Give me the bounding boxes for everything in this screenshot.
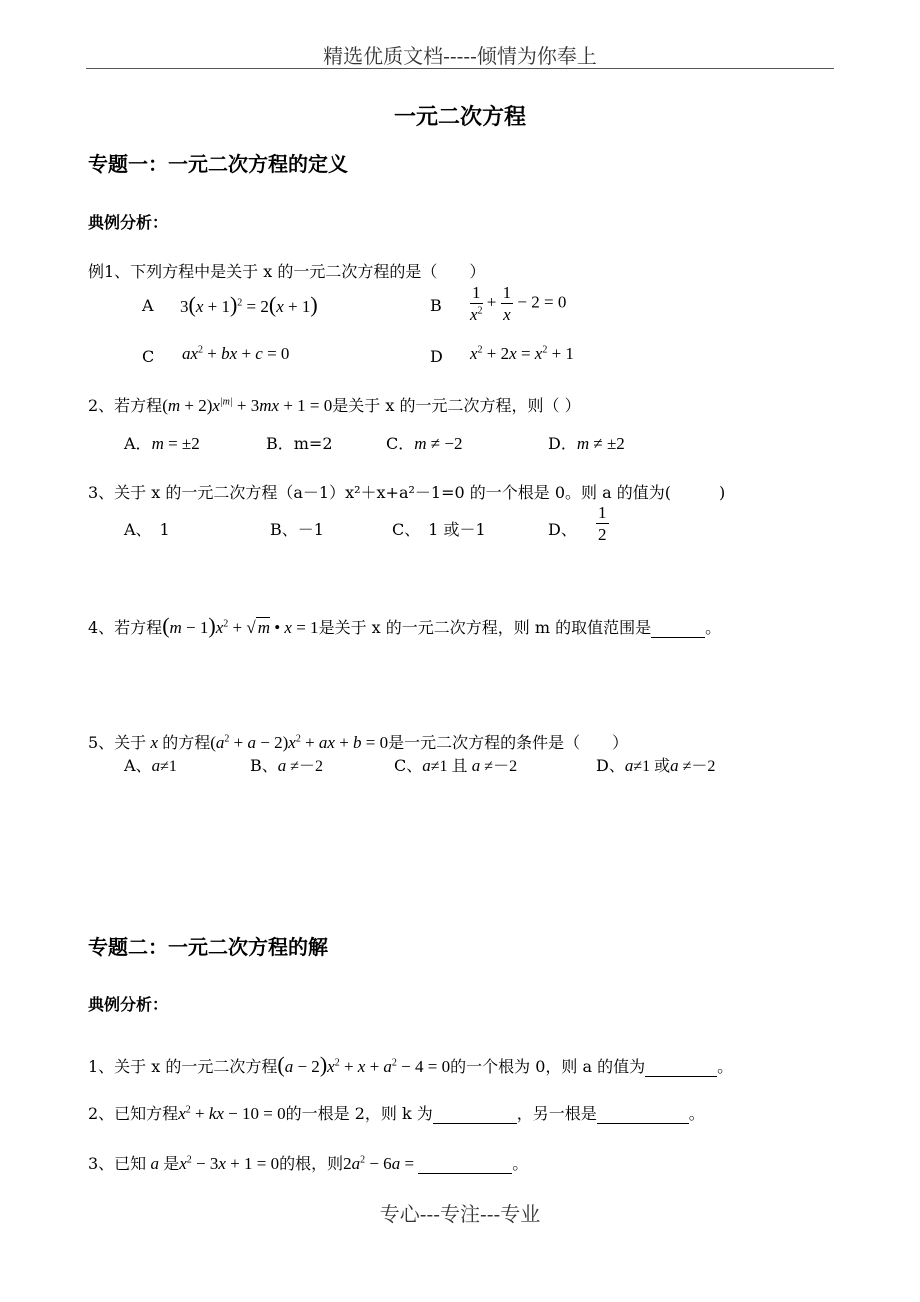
page-title: 一元二次方程 (393, 104, 526, 130)
s2-q2-blank-root[interactable] (597, 1104, 689, 1124)
s1-q4-line: 4、若方程$(m - 1)x^2$ + √ m • x = 1是关于 x 的一元二次方程，则 m 的取值范围是 。 (88, 613, 722, 638)
section2-heading: 专题二：一元二次方程的解 (88, 935, 328, 959)
s2-q1-formula: $(a - 2)x^2 + x + a^2 - 4 = 0$ (277, 1052, 451, 1077)
s1-q4-blank[interactable] (651, 618, 705, 638)
s1-q5-optB: B、a ≠－2 (250, 756, 324, 775)
s2-q1-line: 1、关于 x 的一元二次方程$(a - 2)x^2 + x + a^2 - 4 = 0$的一个根为 0，则 a 的值为 。 (88, 1052, 734, 1077)
s1-q1-optC-formula: $ax^2$ + bx + c = 0 (182, 344, 290, 363)
s1-q2-optB: B．m=2 (266, 434, 333, 453)
s1-q3-optD: D、 (548, 520, 577, 539)
s1-q1-optB-formula: $\frac{1}{x^2}$ + $\frac{1}{x}$ − 2 = 0 (470, 283, 567, 324)
s1-q2-optD: D．m ≠ ±2 (548, 434, 625, 453)
s1-q2-optC: C．m ≠ −2 (386, 434, 463, 453)
s1-q5-formula: $(a^2 + a - 2)x^2$ + ax + b = 0 (210, 733, 389, 752)
s2-q3-formula: $x^2 - 3x + 1 = 0$ (179, 1154, 280, 1173)
s2-q3-line: 3、已知 a 是$x^2 - 3x + 1 = 0$的根，则$2a^2 - 6a$ = 。 (88, 1154, 529, 1173)
s1-q1-optD-label: D (430, 347, 443, 366)
s1-q3-optD-fraction: $\frac{1}{2}$ (598, 503, 607, 544)
s1-q4-suffix: 是关于 x 的一元二次方程，则 m 的取值范围是 (318, 618, 652, 637)
s1-q1-optC-label: C (142, 347, 155, 366)
s1-q2-optA: A．m = ±2 (124, 434, 200, 453)
s2-q1-blank[interactable] (645, 1057, 717, 1077)
s1-q3-text: 3、关于 x 的一元二次方程（a－1）x²＋x+a²－1=0 的一个根是 0。则 a 的值为( ) (88, 483, 726, 502)
s1-q1-optA-label: A (142, 296, 154, 315)
s2-q3-blank[interactable] (418, 1154, 512, 1174)
section1-heading: 专题一：一元二次方程的定义 (88, 152, 348, 176)
s2-q2-blank-k[interactable] (433, 1104, 517, 1124)
s1-q3-optB: B、－1 (270, 520, 324, 539)
s2-q2-formula: $x^2$ + kx − 10 = 0 (178, 1104, 286, 1123)
s1-q4-prefix: 4、若方程 (88, 618, 163, 637)
s1-q2-line (88, 393, 581, 416)
page-header: 精选优质文档-----倾情为你奉上 (323, 44, 597, 68)
s1-q2-formula: $(m + 2)x^{|m|} + 3mx + 1 = 0$ (162, 396, 333, 415)
s1-q1-optA-formula: $3(x + 1)^2 = 2(x + 1)$ (180, 292, 318, 317)
s1-q5-optD: D、a≠1 或a ≠－2 (596, 756, 716, 775)
s1-q4-formula: $(m - 1)x^2$ + √ m • x = 1 (162, 613, 319, 638)
s1-q5-line: 5、关于 x 的方程$(a^2 + a - 2)x^2$ + ax + b = 0是一元二次方程的条件是（ ） (88, 733, 629, 752)
header-divider (86, 68, 834, 69)
section2-label: 典例分析： (88, 995, 169, 1014)
s1-q1-text: 例1、下列方程中是关于 x 的一元二次方程的是（ ） (88, 262, 486, 281)
s1-q5-optC: C、a≠1 且 a ≠－2 (394, 756, 518, 775)
s2-q2-line: 2、已知方程$x^2$ + kx − 10 = 0的一根是 2，则 k 为 ，另一根是 。 (88, 1104, 705, 1123)
s1-q5-optA: A、a≠1 (124, 756, 177, 775)
s1-q1-optB-label: B (430, 296, 442, 315)
s1-q2-prefix: 2、若方程 (88, 396, 163, 415)
s1-q2-suffix: 是关于 x 的一元二次方程，则（ ） (332, 396, 581, 415)
s1-q1-optD-formula: $x^2 + 2x = x^2 + 1$ (470, 344, 574, 363)
s1-q3-optA: A、 1 (124, 520, 170, 539)
s1-q3-optC: C、 1 或－1 (392, 520, 486, 539)
page-footer: 专心---专注---专业 (379, 1202, 541, 1226)
section1-label: 典例分析： (88, 213, 169, 232)
